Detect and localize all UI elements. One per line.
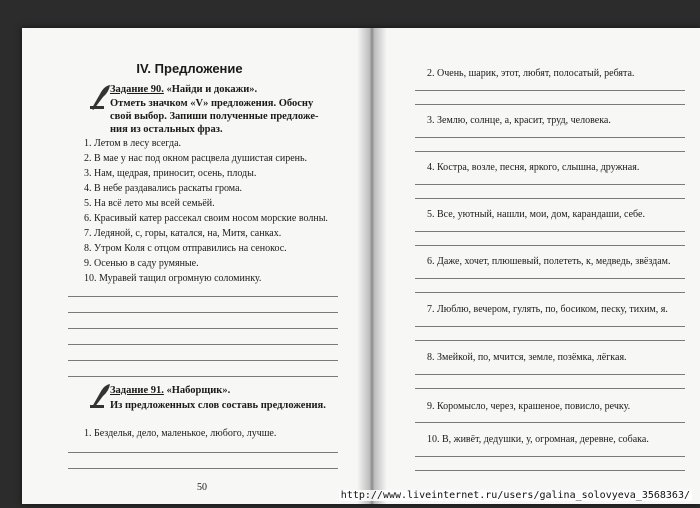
answer-line[interactable]: [415, 374, 685, 375]
task91-number: Задание 91.: [110, 385, 164, 396]
answer-line[interactable]: [415, 231, 685, 232]
task90-header: [110, 84, 257, 95]
task90-item: 8. Утром Коля с отцом отправились на сенокос.: [84, 243, 287, 254]
task90-item: 6. Красивый катер рассекал своим носом морские волны.: [84, 213, 328, 224]
task90-item: 5. На всё лето мы всей семьёй.: [84, 198, 215, 209]
answer-line[interactable]: [415, 340, 685, 341]
answer-line[interactable]: [415, 470, 685, 471]
task90-item: 7. Ледяной, с, горы, катался, на, Митя, санках.: [84, 228, 282, 239]
task90-instruction-3: ния из остальных фраз.: [110, 124, 223, 135]
answer-line[interactable]: [415, 388, 685, 389]
task91-item: 2. Очень, шарик, этот, любят, полосатый, ребята.: [427, 68, 635, 79]
answer-line[interactable]: [68, 344, 338, 345]
answer-line[interactable]: [415, 151, 685, 152]
source-watermark: http://www.liveinternet.ru/users/galina_solovyeva_3568363/: [340, 490, 690, 501]
task90-item: 10. Муравей тащил огромную соломинку.: [84, 273, 262, 284]
task91-instruction: Из предложенных слов составь предложения.: [110, 400, 326, 411]
task90-name: «Найди и докажи».: [166, 84, 258, 95]
task91-item: 8. Змейкой, по, мчится, земле, позёмка, лёгкая.: [427, 352, 627, 363]
task91-header: [110, 385, 230, 396]
task90-item: 3. Нам, щедрая, приносит, осень, плоды.: [84, 168, 257, 179]
left-page: [22, 28, 357, 504]
answer-line[interactable]: [415, 90, 685, 91]
task91-item: 9. Коромысло, через, крашеное, повисло, речку.: [427, 401, 631, 412]
section-title: IV. Предложение: [136, 61, 243, 76]
task90-item: 2. В мае у нас под окном расцвела душистая сирень.: [84, 153, 308, 164]
task90-item: 4. В небе раздавались раскаты грома.: [84, 183, 243, 194]
task91-item: 10. В, живёт, дедушки, у, огромная, деревне, собака.: [427, 434, 649, 445]
task91-item: 1. Безделья, дело, маленькое, любого, лучше.: [84, 428, 277, 439]
answer-line[interactable]: [68, 452, 338, 453]
answer-line[interactable]: [415, 198, 685, 199]
task90-instruction-2: свой выбор. Запиши полученные предложе-: [110, 111, 319, 122]
answer-line[interactable]: [415, 326, 685, 327]
task91-item: 5. Все, уютный, нашли, мои, дом, карандаши, себе.: [427, 209, 645, 220]
answer-line[interactable]: [68, 312, 338, 313]
answer-line[interactable]: [68, 468, 338, 469]
answer-line[interactable]: [415, 278, 685, 279]
task91-item: 3. Землю, солнце, а, красит, труд, человека.: [427, 115, 611, 126]
book-gutter: [357, 28, 387, 504]
task91-item: 6. Даже, хочет, плюшевый, полететь, к, медведь, звёздам.: [427, 256, 671, 267]
answer-line[interactable]: [415, 184, 685, 185]
answer-line[interactable]: [415, 292, 685, 293]
task90-item: 1. Летом в лесу всегда.: [84, 138, 182, 149]
page-number: 50: [197, 482, 207, 493]
answer-line[interactable]: [415, 137, 685, 138]
answer-line[interactable]: [415, 245, 685, 246]
answer-line[interactable]: [415, 422, 685, 423]
task91-item: 7. Люблю, вечером, гулять, по, босиком, песку, тихим, я.: [427, 304, 668, 315]
book-spread: [22, 28, 700, 504]
answer-line[interactable]: [68, 376, 338, 377]
task91-item: 4. Костра, возле, песня, яркого, слышна, дружная.: [427, 162, 640, 173]
answer-line[interactable]: [68, 296, 338, 297]
task90-instruction-1: Отметь значком «V» предложения. Обосну: [110, 98, 314, 109]
answer-line[interactable]: [415, 104, 685, 105]
task90-item: 9. Осенью в саду румяные.: [84, 258, 199, 269]
answer-line[interactable]: [68, 360, 338, 361]
task91-name: «Наборщик».: [166, 385, 231, 396]
right-page: [387, 28, 700, 504]
task90-number: Задание 90.: [110, 84, 164, 95]
answer-line[interactable]: [68, 328, 338, 329]
answer-line[interactable]: [415, 456, 685, 457]
quill-icon: [90, 383, 112, 409]
quill-icon: [90, 84, 112, 110]
